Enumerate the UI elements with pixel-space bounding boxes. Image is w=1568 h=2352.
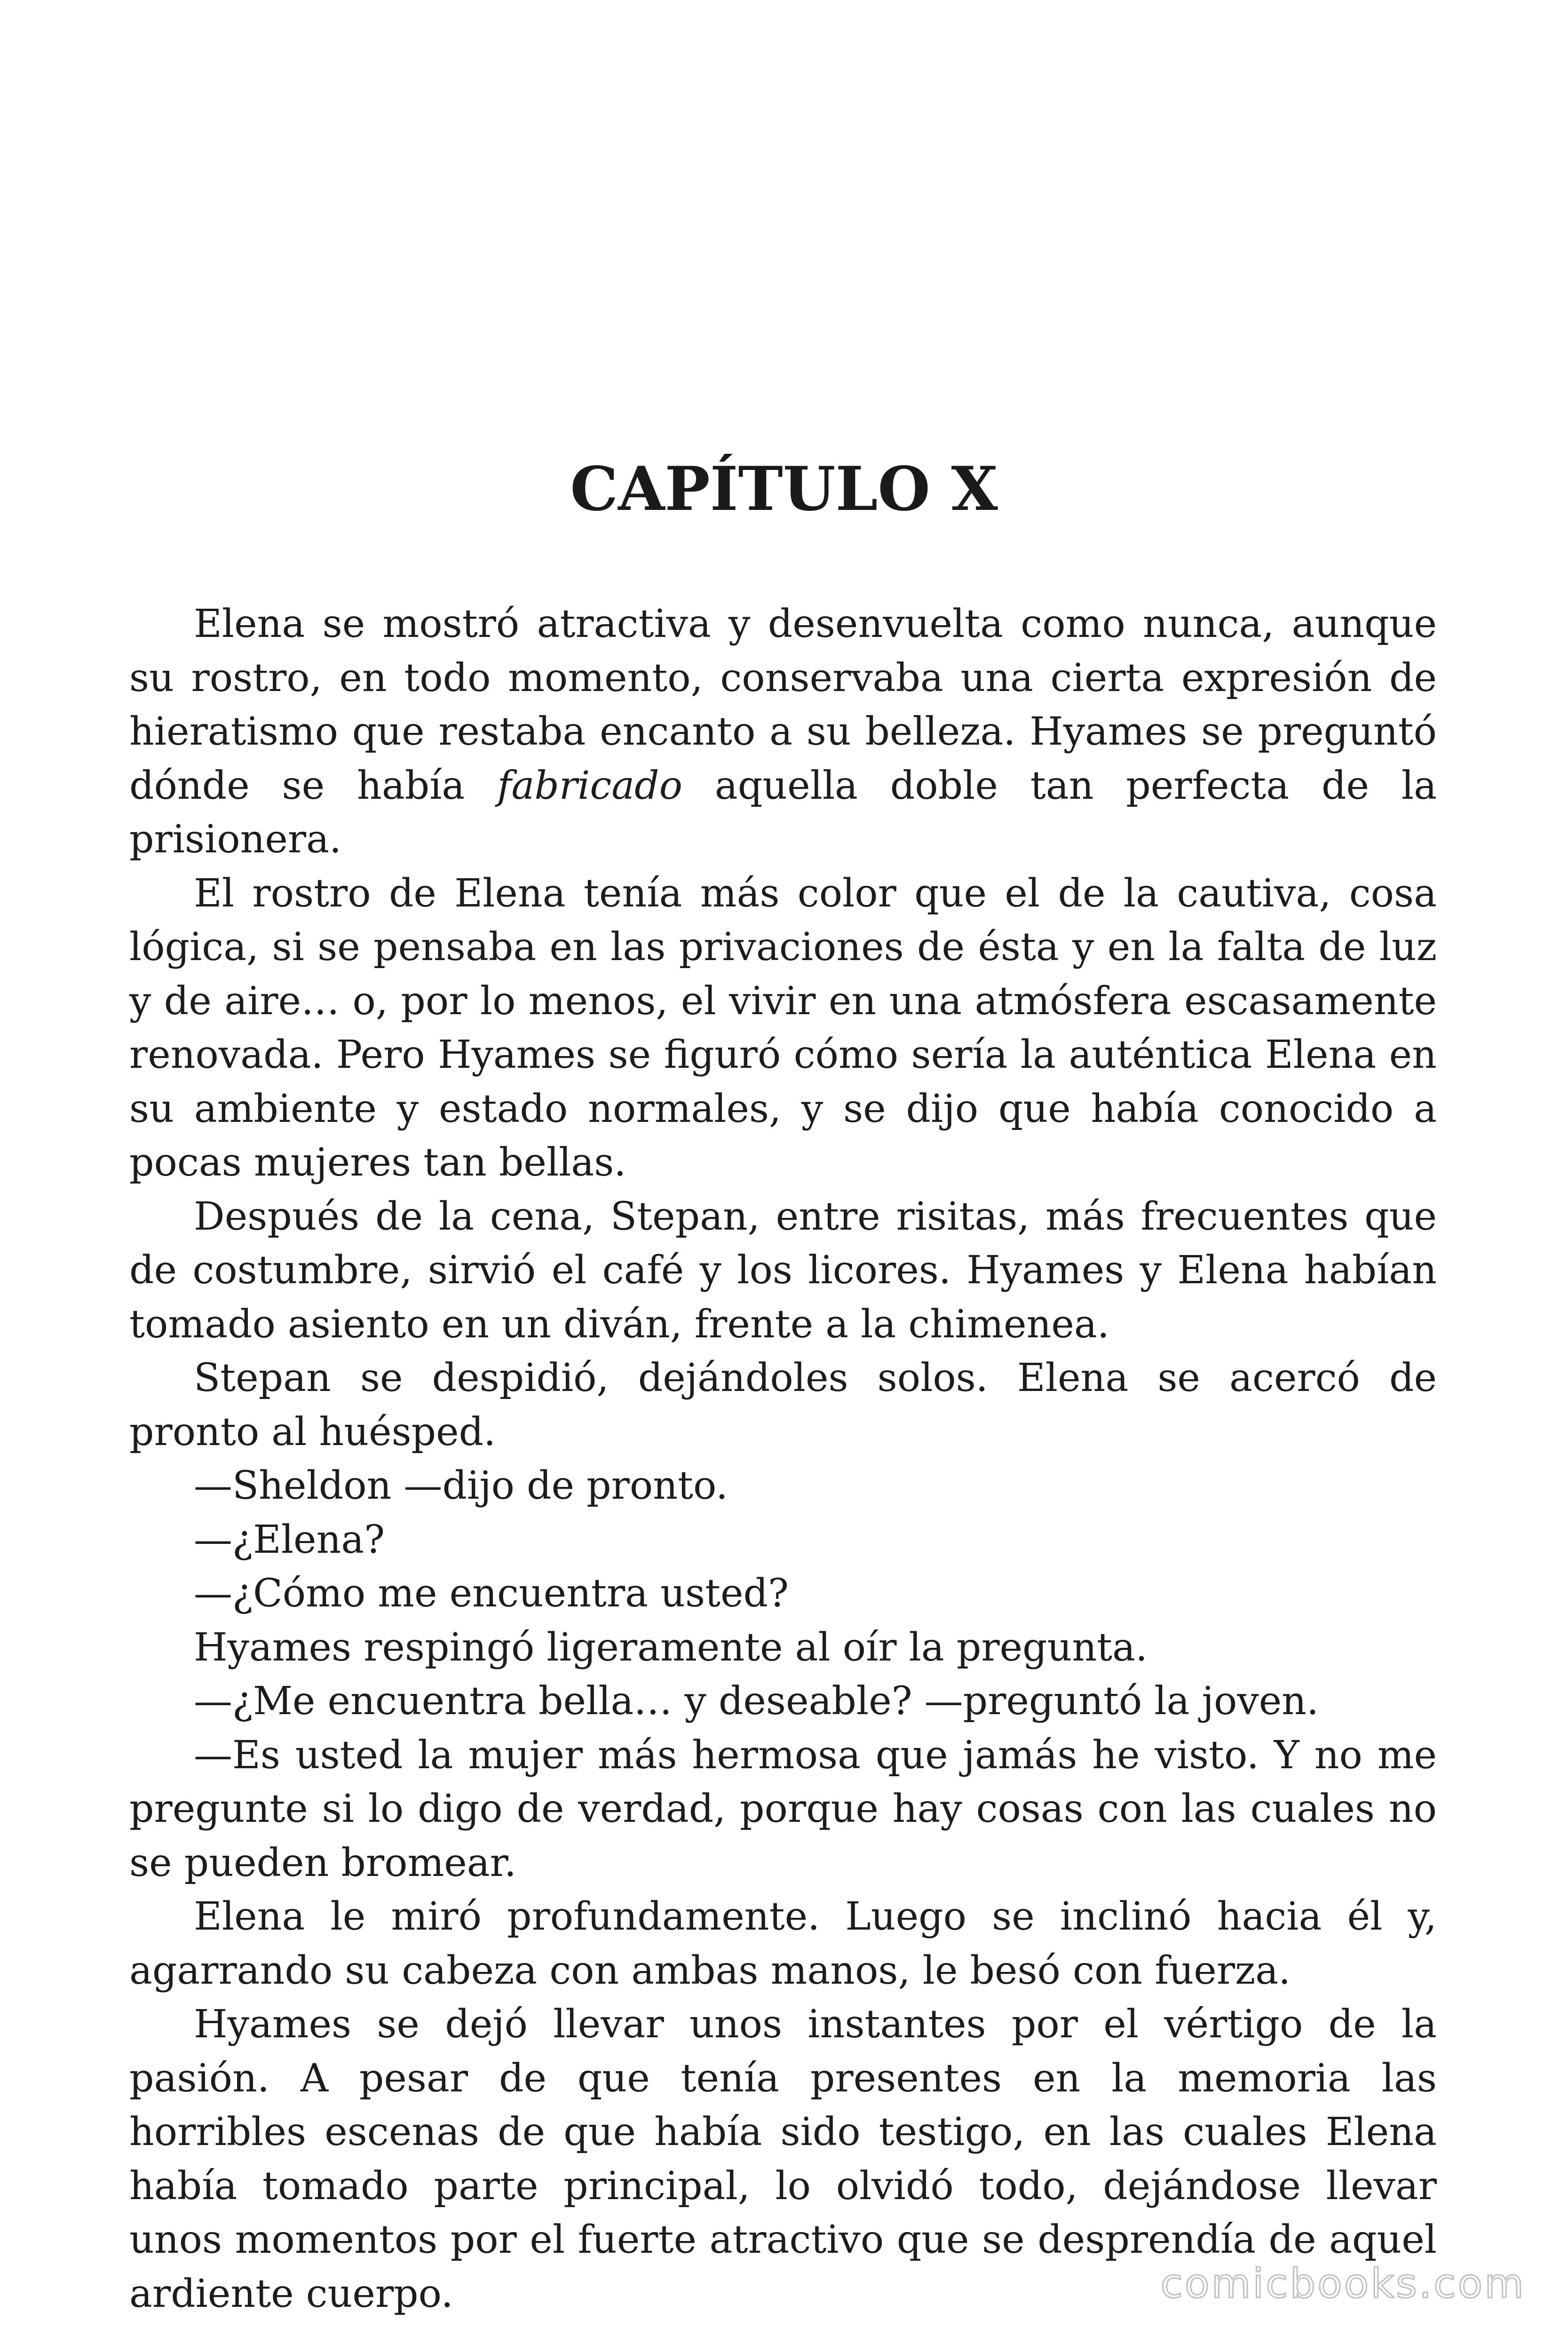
dialogue-line: —¿Cómo me encuentra usted? [194,1571,789,1616]
dialogue-line: —Es usted la mujer más hermosa que jamás he visto. Y no me pregunte si lo digo de verdad, porque hay cosas con las cuales no se pueden bromear. [129,1732,1437,1885]
chapter-body [129,597,1437,2321]
paragraph: Stepan se despidió, dejándoles solos. Elena se acercó de pronto al huésped. [129,1356,1437,1454]
dialogue-line: —¿Me encuentra bella… y deseable? —preguntó la joven. [194,1679,1319,1724]
dialogue-line: —Sheldon —dijo de pronto. [194,1463,728,1508]
paragraph: Elena le miró profundamente. Luego se inclinó hacia él y, agarrando su cabeza con ambas manos, le besó con fuerza. [129,1894,1437,1993]
paragraph: Después de la cena, Stepan, entre risitas, más frecuentes que de costumbre, sirvió el café y los licores. Hyames y Elena habían tomado asiento en un diván, frente a la chimenea. [129,1194,1437,1347]
paragraph-text: Elena se mostró atractiva y desenvuelta como nunca, aunque su rostro, en todo momento, conservaba una cierta expresión de hieratismo que restaba encanto a su belleza. Hyames se preguntó dónde se había [129,602,1437,808]
paragraph-text: aquella doble tan perfecta de la prisionera. [129,763,1437,862]
emphasized-word: fabricado [497,763,683,808]
paragraph [129,597,1437,867]
chapter-title: CAPÍTULO X [570,454,998,524]
paragraph: Hyames respingó ligeramente al oír la pregunta. [194,1625,1148,1670]
dialogue-line: —¿Elena? [194,1517,385,1562]
paragraph: Hyames se dejó llevar unos instantes por el vértigo de la pasión. A pesar de que tenía presentes en la memoria las horribles escenas de que había sido testigo, en las cuales Elena había tomado parte principal, lo olvidó todo, dejándose llevar unos momentos por el fuerte atractivo que se desprendía de aquel ardiente cuerpo. [129,2002,1437,2316]
watermark: comicbooks.com [1160,2260,1526,2307]
paragraph: El rostro de Elena tenía más color que el de la cautiva, cosa lógica, si se pensaba en las privaciones de ésta y en la falta de luz y de aire… o, por lo menos, el vivir en una atmósfera escasamente renovada. Pero Hyames se figuró cómo sería la auténtica Elena en su ambiente y estado normales, y se dijo que había conocido a pocas mujeres tan bellas. [129,871,1437,1185]
